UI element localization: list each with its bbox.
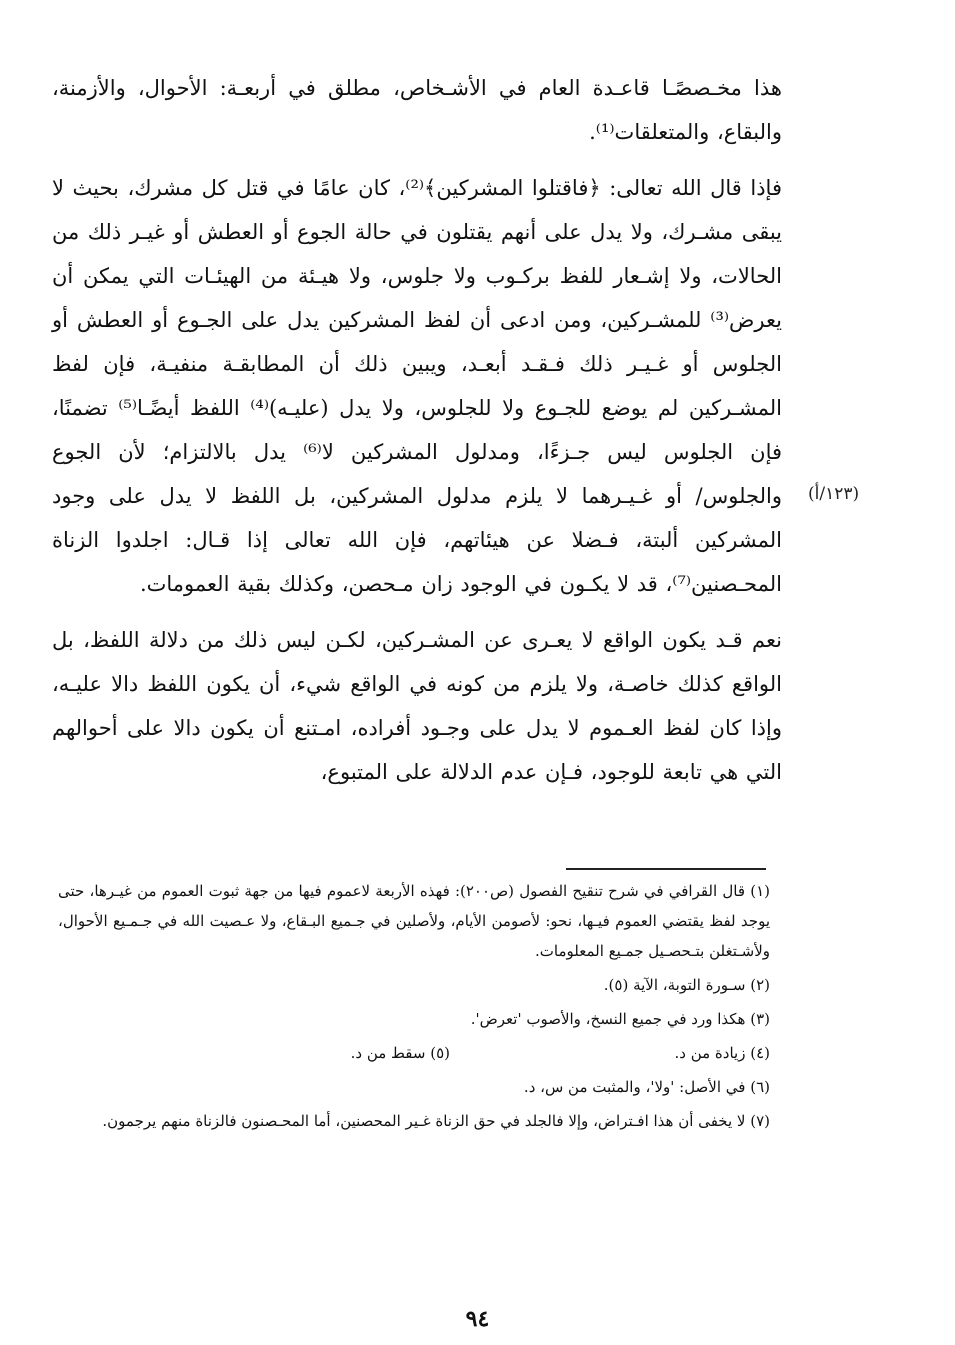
footnotes bbox=[58, 876, 770, 1140]
page-number: ٩٤ bbox=[465, 1306, 490, 1332]
footnote-3: (٣) هكذا ورد في جميع النسخ، والأصوب 'تعرض'. bbox=[470, 1010, 770, 1028]
footnote-5: (٥) سقط من د. bbox=[350, 1044, 450, 1062]
footnote-7: (٧) لا يخفى أن هذا افـتراض، وإلا فالجلد في حق الزناة غـير المحصنين، أما المحـصنون فالزناة منهم يرجمون. bbox=[102, 1112, 770, 1130]
footnote-row-4-5 bbox=[58, 1038, 770, 1068]
manuscript-folio-reference: (١٢٣/أ) bbox=[808, 484, 860, 504]
footnote-4: (٤) زيادة من د. bbox=[674, 1044, 770, 1062]
paragraph-1: هذا مخـصصًـا قاعـدة العام في الأشـخاص، مطلق في أربعـة: الأحوال، والأزمنة، والبقاع، والمتعلقات⁽¹⁾. bbox=[52, 76, 782, 144]
main-text bbox=[52, 66, 782, 806]
footnote-2: (٢) سـورة التوبة، الآية (٥). bbox=[603, 976, 770, 994]
footnote-separator bbox=[566, 868, 766, 870]
footnote-6: (٦) في الأصل: 'ولا'، والمثبت من س، د. bbox=[523, 1078, 770, 1096]
paragraph-2: فإذا قال الله تعالى: ﴿فاقتلوا المشركين﴾⁽²⁾، كان عامًا في قتل كل مشرك، بحيث لا يبقى مشـرك، ولا يدل على أنهم يقتلون في حالة الجوع أو العطش أو غيـر ذلك من الحالات، ولا إشـعار للفظ بركـوب ولا جلوس، ولا هيـئة من الهيئـات التي يمكن أن يعرض⁽³⁾ للمشـركين، ومن ادعى أن لفظ المشركين يدل على الجـوع أو العطش أو الجلوس أو غـيـر ذلك فـقـد أبعـد، ويبين ذلك أن المطابقـة منفيـة، فإن لفظ المشـركين لم يوضع للجـوع ولا للجلوس، ولا يدل (عليـه)⁽⁴⁾ اللفظ أيضًـا⁽⁵⁾ تضمنًا، فإن الجلوس ليس جـزءًا، ومدلول المشركين لا⁽⁶⁾ يدل بالالتزام؛ لأن الجوع والجلوس/ أو غـيـرهما لا يلزم مدلول المشركين، بل اللفظ لا يدل على وجود المشركين ألبتة، فـضلا عن هيئاتهم، فإن الله تعالى إذا قـال: اجلدوا الزناة المحـصنين⁽⁷⁾، قد لا يكـون في الوجود زان مـحصن، وكذلك بقية العمومات. bbox=[52, 176, 783, 596]
paragraph-3: نعم قـد يكون الواقع لا يعـرى عن المشـركين، لكـن ليس ذلك من دلالة اللفظ، بل الواقع كذلك خاصـة، ولا يلزم من كونه في الواقع شيء، أن يكون اللفظ دالا عليـه، وإذا كان لفظ العـموم لا يدل على وجـود أفراده، امـتنع أن يكون دالا على أحوالهم التي هي تابعة للوجود، فـإن عدم الدلالة على المتبوع، bbox=[52, 628, 782, 784]
footnote-1: (١) قال القرافي في شرح تنقيح الفصول (ص٢٠٠): فهذه الأربعة لاعموم فيها من جهة ثبوت العموم من غيـرها، حتى يوجد لفظ يقتضي العموم فيـها، نحو: لأصومن الأيام، ولأصلين في جـميع البـقاع، ولا عـصيت الله في جـمـيع الأحوال، ولأشـتغلن بتـحصـيل جمـيع المعلومات. bbox=[58, 882, 770, 960]
